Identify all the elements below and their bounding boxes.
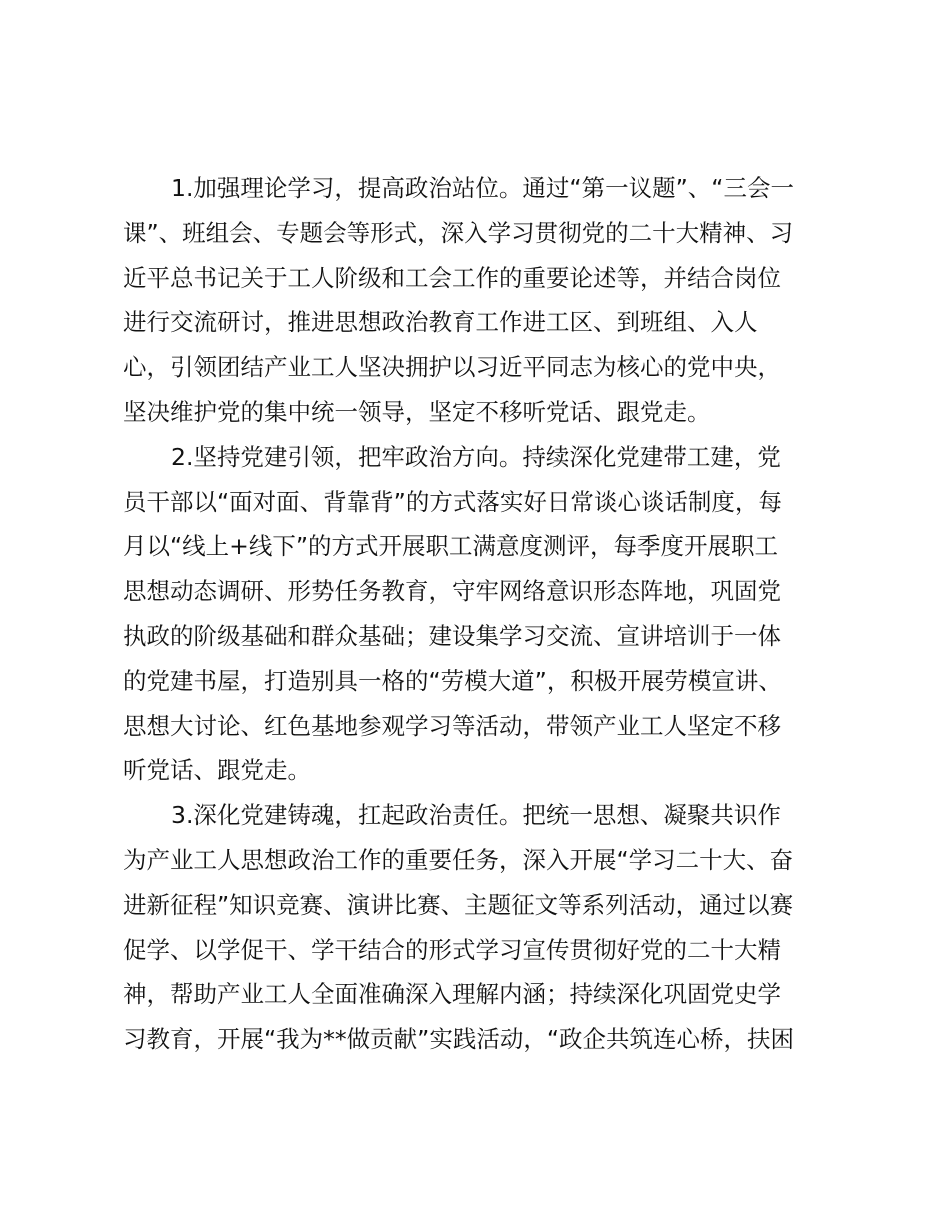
paragraph-2-line-5: 执政的阶级基础和群众基础；建设集学习交流、宣讲培训于一体 — [123, 621, 781, 650]
paragraph-1-line-2: 课”、班组会、专题会等形式，深入学习贯彻党的二十大精神、习 — [123, 218, 794, 247]
paragraph-3-line-4: 促学、以学促干、学干结合的形式学习宣传贯彻好党的二十大精 — [123, 935, 781, 964]
paragraph-1-line-1: 1.加强理论学习，提高政治站位。通过“第一议题”、“三会一 — [171, 174, 794, 202]
paragraph-3-line-6: 习教育，开展“我为**做贡献”实践活动，“政企共筑连心桥，扶困 — [123, 1025, 795, 1054]
paragraph-2-line-3: 月以“线上+线下”的方式开展职工满意度测评，每季度开展职工 — [123, 532, 779, 561]
paragraph-2-line-2: 员干部以“面对面、背靠背”的方式落实好日常谈心谈话制度，每 — [123, 487, 782, 516]
paragraph-2-line-7: 思想大讨论、红色基地参观学习等活动，带领产业工人坚定不移 — [123, 711, 781, 740]
paragraph-1-line-3: 近平总书记关于工人阶级和工会工作的重要论述等，并结合岗位 — [123, 263, 781, 292]
paragraph-2-line-4: 思想动态调研、形势任务教育，守牢网络意识形态阵地，巩固党 — [123, 577, 781, 606]
paragraph-1-line-6: 坚决维护党的集中统一领导，坚定不移听党话、跟党走。 — [123, 397, 711, 426]
paragraph-1-line-5: 心，引领团结产业工人坚决拥护以习近平同志为核心的党中央， — [123, 353, 781, 382]
paragraph-1-line-4: 进行交流研讨，推进思想政治教育工作进工区、到班组、入人 — [123, 308, 758, 337]
paragraph-3-line-1: 3.深化党建铸魂，扛起政治责任。把统一思想、凝聚共识作 — [171, 801, 781, 830]
paragraph-3-line-5: 神，帮助产业工人全面准确深入理解内涵；持续深化巩固党史学 — [123, 980, 781, 1009]
paragraph-3-line-2: 为产业工人思想政治工作的重要任务，深入开展“学习二十大、奋 — [123, 845, 794, 874]
paragraph-2-line-6: 的党建书屋，打造别具一格的“劳模大道”，积极开展劳模宣讲、 — [123, 666, 782, 695]
paragraph-2-line-1: 2.坚持党建引领，把牢政治方向。持续深化党建带工建，党 — [171, 442, 781, 471]
paragraph-3-line-3: 进新征程”知识竞赛、演讲比赛、主题征文等系列活动，通过以赛 — [123, 890, 794, 919]
paragraph-2-line-8: 听党话、跟党走。 — [123, 756, 311, 785]
document-body — [123, 166, 835, 1062]
